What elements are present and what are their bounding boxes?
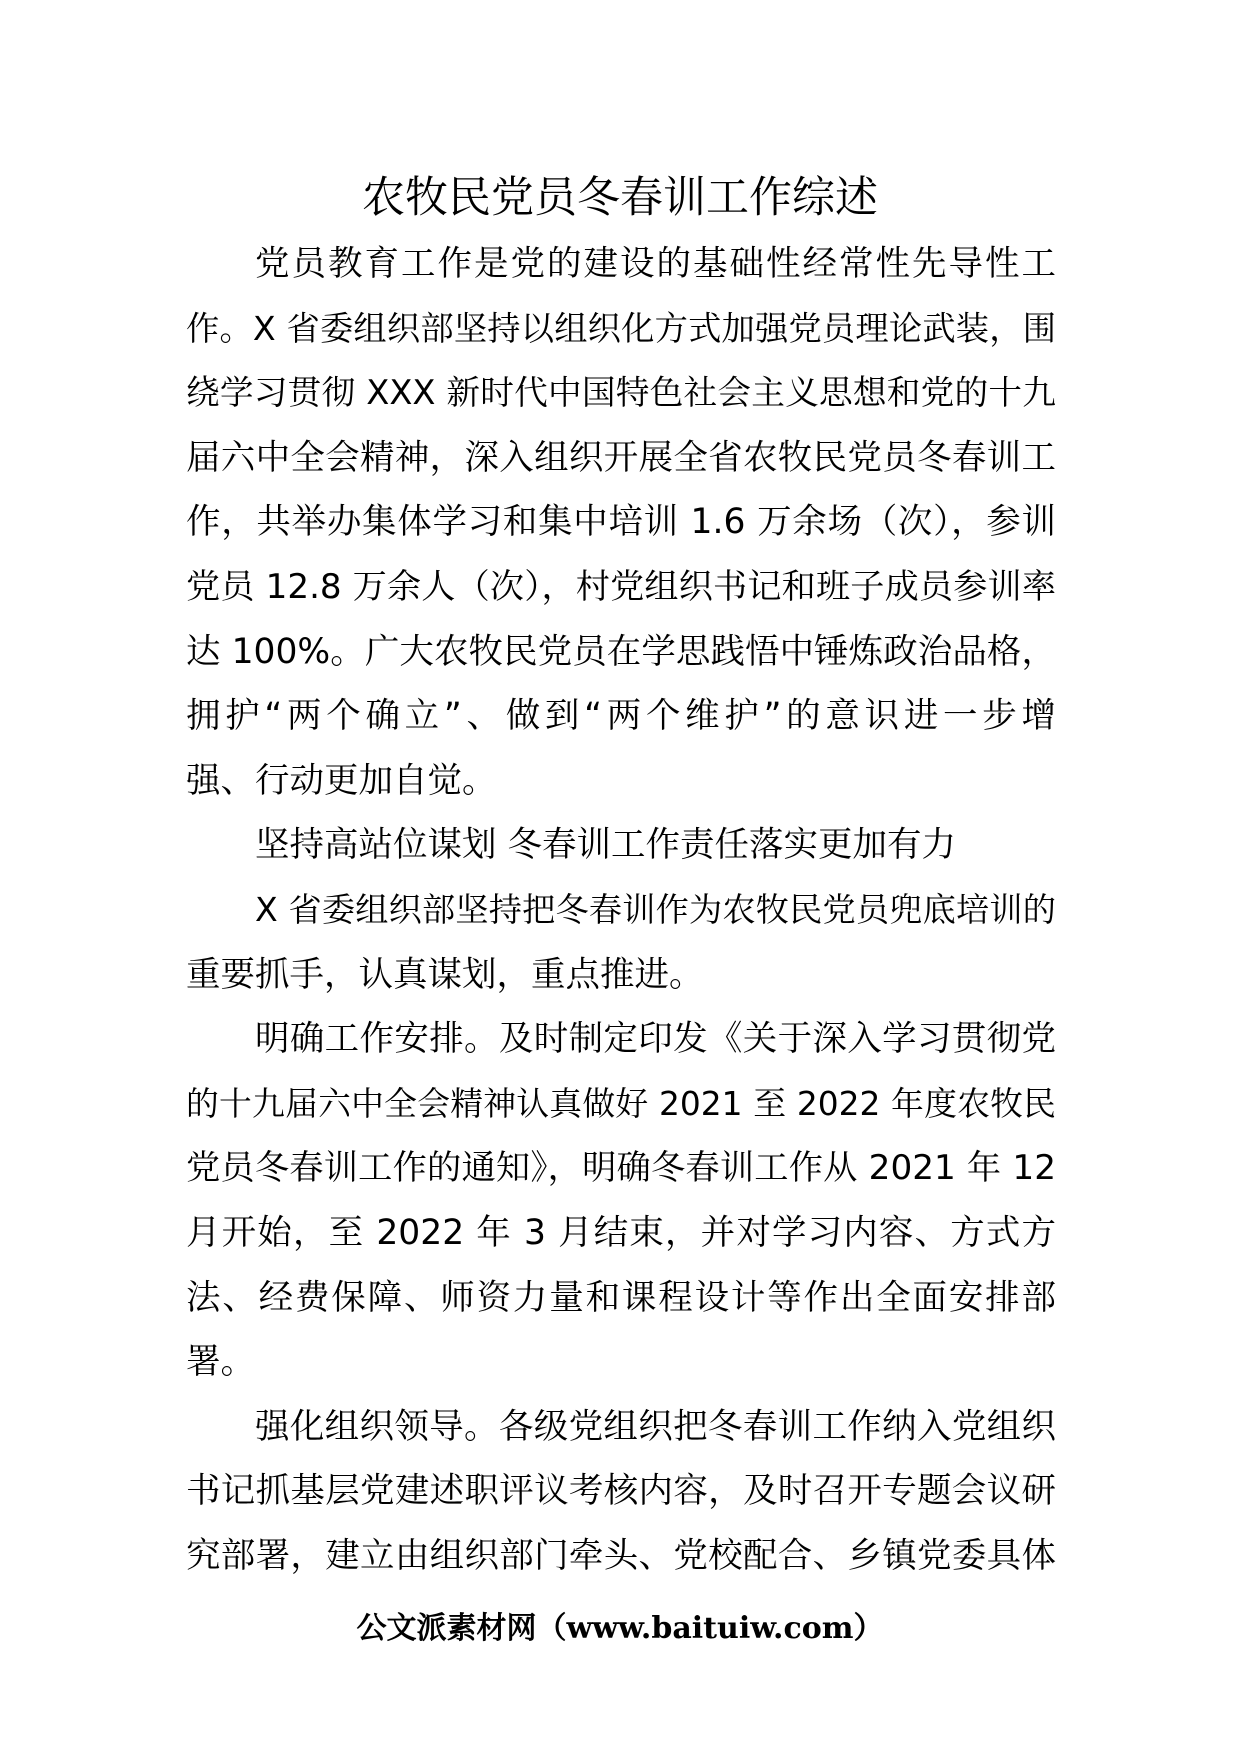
footer-watermark-text: 公文派素材网（www.baituiw.com） [356, 1611, 884, 1646]
body-line: 作，共举办集体学习和集中培训 1.6 万余场（次），参训 [186, 502, 1056, 543]
body-line: 书记抓基层党建述职评议考核内容，及时召开专题会议研 [186, 1471, 1056, 1512]
section-heading: 坚持高站位谋划 冬春训工作责任落实更加有力 [255, 825, 956, 866]
body-line: 党员 12.8 万余人（次），村党组织书记和班子成员参训率 [186, 566, 1056, 607]
body-line: 达 100%。广大农牧民党员在学思践悟中锤炼政治品格， [186, 631, 1056, 672]
body-line: 法、经费保障、师资力量和课程设计等作出全面安排部 [186, 1277, 1056, 1318]
body-line: 绕学习贯彻 XXX 新时代中国特色社会主义思想和党的十九 [186, 373, 1056, 413]
body-line: X 省委组织部坚持把冬春训作为农牧民党员兜底培训的 [255, 889, 1056, 929]
document-body [186, 232, 1056, 1588]
body-line: 重要抓手，认真谋划，重点推进。 [186, 954, 704, 995]
document-title: 农牧民党员冬春训工作综述 [362, 173, 878, 223]
body-line: 强、行动更加自觉。 [186, 760, 497, 801]
body-line: 究部署，建立由组织部门牵头、党校配合、乡镇党委具体 [186, 1535, 1056, 1576]
body-line: 党员冬春训工作的通知》，明确冬春训工作从 2021 年 12 [186, 1148, 1056, 1189]
body-line: 拥护“两个确立”、做到“两个维护”的意识进一步增 [186, 696, 1056, 737]
body-line: 党员教育工作是党的建设的基础性经常性先导性工 [255, 244, 1056, 284]
body-line: 的十九届六中全会精神认真做好 2021 至 2022 年度农牧民 [186, 1084, 1056, 1123]
body-line: 明确工作安排。及时制定印发《关于深入学习贯彻党 [255, 1019, 1056, 1060]
body-line: 作。X 省委组织部坚持以组织化方式加强党员理论武装，围 [186, 308, 1056, 348]
body-line: 强化组织领导。各级党组织把冬春训工作纳入党组织 [255, 1406, 1056, 1447]
body-line: 署。 [186, 1342, 255, 1383]
body-line: 月开始，至 2022 年 3 月结束，并对学习内容、方式方 [186, 1212, 1056, 1253]
body-line: 届六中全会精神，深入组织开展全省农牧民党员冬春训工 [186, 437, 1056, 478]
